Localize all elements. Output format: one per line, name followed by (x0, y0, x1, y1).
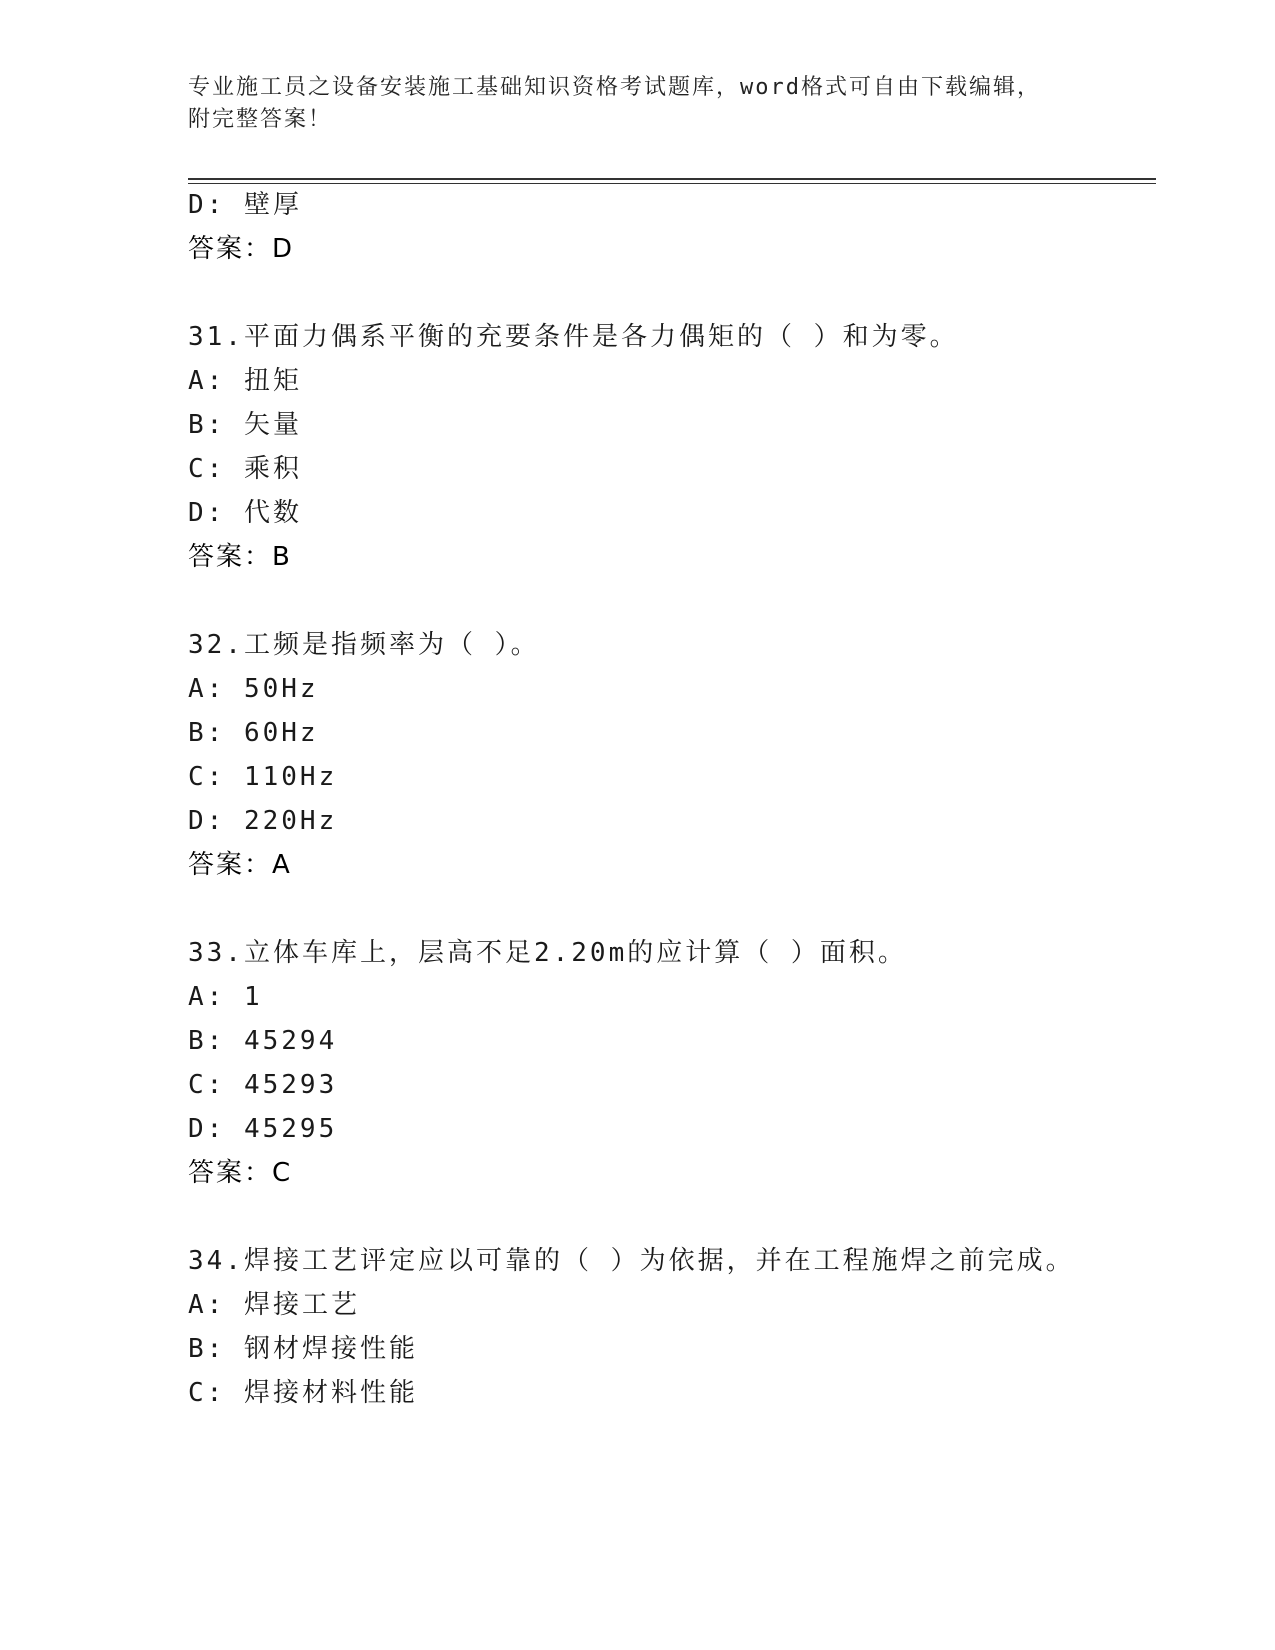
question-32-option-c: C: 110Hz (188, 762, 338, 792)
question-33-stem: 33.立体车库上，层高不足2.20m的应计算（ ）面积。 (188, 938, 907, 968)
header-rule-thick (188, 178, 1156, 180)
question-34-option-a: A: 焊接工艺 (188, 1290, 360, 1320)
question-31-option-a: A: 扭矩 (188, 366, 302, 396)
question-31-stem: 31.平面力偶系平衡的充要条件是各力偶矩的（ ）和为零。 (188, 322, 959, 352)
question-33-option-d: D: 45295 (188, 1114, 338, 1144)
header-line-1: 专业施工员之设备安装施工基础知识资格考试题库，word格式可自由下载编辑， (188, 75, 1041, 100)
question-33-option-b: B: 45294 (188, 1026, 338, 1056)
header-rule-thin (188, 183, 1156, 184)
question-34-option-c: C: 焊接材料性能 (188, 1378, 418, 1408)
question-31-answer: 答案：B (188, 542, 292, 572)
question-31-option-b: B: 矢量 (188, 410, 302, 440)
question-32-stem: 32.工频是指频率为（ ）。 (188, 630, 540, 660)
question-33-option-a: A: 1 (188, 982, 263, 1012)
question-32-option-b: B: 60Hz (188, 718, 319, 748)
question-34-stem: 34.焊接工艺评定应以可靠的（ ）为依据，并在工程施焊之前完成。 (188, 1246, 1075, 1276)
document-header (188, 72, 1088, 136)
question-32-answer: 答案：A (188, 850, 292, 880)
question-31-option-d: D: 代数 (188, 498, 302, 528)
question-32-option-a: A: 50Hz (188, 674, 319, 704)
question-33-answer: 答案：C (188, 1158, 293, 1188)
question-32-option-d: D: 220Hz (188, 806, 338, 836)
header-line-2: 附完整答案！ (188, 107, 333, 132)
option-d-previous: D: 壁厚 (188, 190, 302, 220)
question-34-option-b: B: 钢材焊接性能 (188, 1334, 418, 1364)
answer-previous: 答案：D (188, 234, 295, 264)
question-31-option-c: C: 乘积 (188, 454, 302, 484)
question-33-option-c: C: 45293 (188, 1070, 338, 1100)
